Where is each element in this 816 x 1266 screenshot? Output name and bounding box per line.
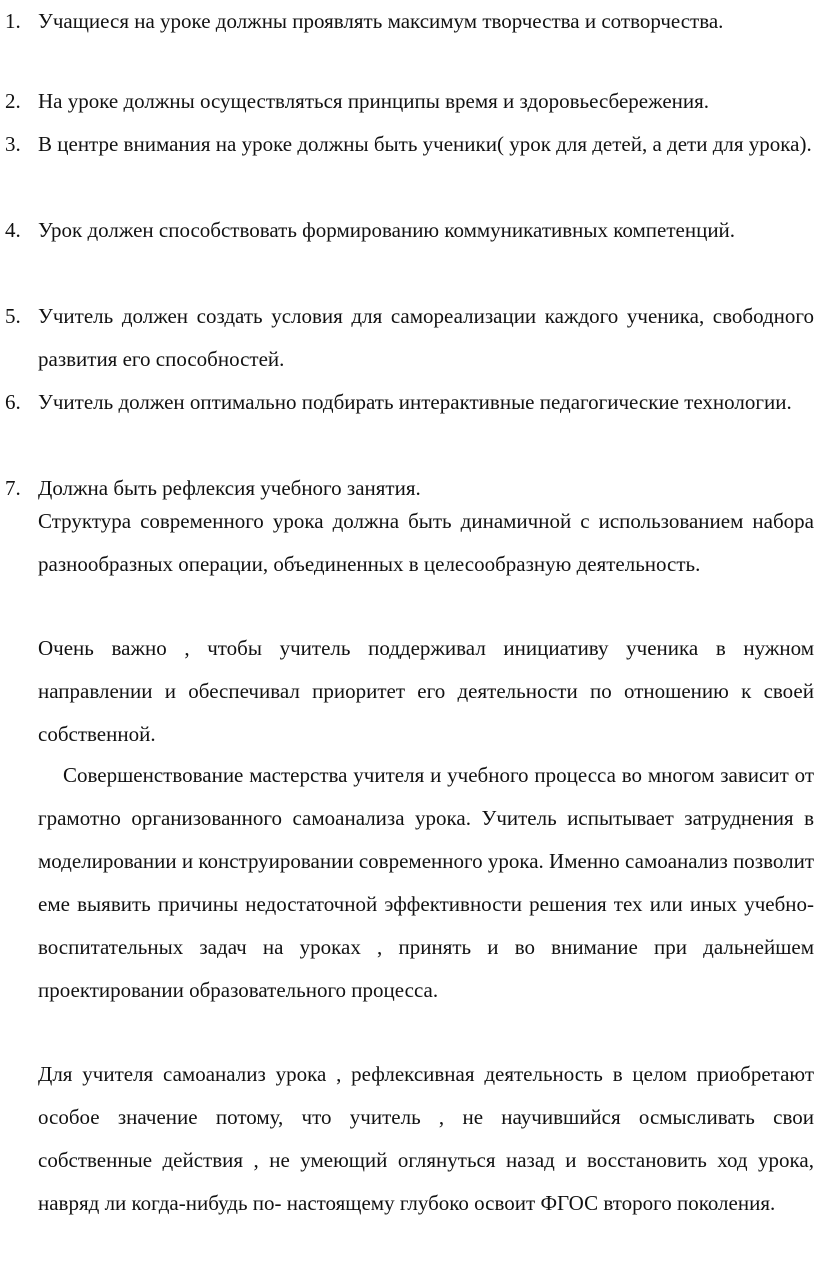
list-item-text: Учитель должен оптимально подбирать интерактивные педагогические технологии. [38,390,792,414]
list-item-number: 5. [5,304,21,328]
list-item-number: 2. [5,89,21,113]
paragraph-self-analysis: Совершенствование мастерства учителя и учебного процесса во многом зависит от грамотно организованного самоанализа урока. Учитель испытывает затруднения в моделировании и конструировании современного урока. Именно самоанализ позволит еме выявить причины недостаточной эффективности решения тех или иных учебно-воспитательных задач на уроках , принять и во внимание при дальнейшем проектировании образовательного процесса. [38,763,814,1002]
list-item-text: Должна быть рефлексия учебного занятия. [38,476,421,500]
paragraph-teacher-support: Очень важно , чтобы учитель поддерживал инициативу ученика в нужном направлении и обеспечивал приоритет его деятельности по отношению к своей собственной. [38,636,814,746]
list-item-text: Учитель должен создать условия для самореализации каждого ученика, свободного развития его способностей. [38,304,814,371]
paragraph-lesson-structure: Структура современного урока должна быть динамичной с использованием набора разнообразных операции, объединенных в целесообразную деятельность. [38,509,814,576]
list-item-number: 6. [5,390,21,414]
list-item-number: 7. [5,476,21,500]
list-item-number: 4. [5,218,21,242]
list-item-text: В центре внимания на уроке должны быть ученики( урок для детей, а дети для урока). [38,132,812,156]
paragraph-reflection: Для учителя самоанализ урока , рефлексивная деятельность в целом приобретают особое значение потому, что учитель , не научившийся осмысливать свои собственные действия , не умеющий оглянуться назад и восстановить ход урока, навряд ли когда-нибудь по- настоящему глубоко освоит ФГОС второго поколения. [38,1062,814,1215]
list-item-number: 1. [5,9,21,33]
list-item-text: На уроке должны осуществляться принципы время и здоровьесбережения. [38,89,710,113]
list-item-text: Урок должен способствовать формированию коммуникативных компетенций. [38,218,736,242]
list-item-number: 3. [5,132,21,156]
list-item-text: Учащиеся на уроке должны проявлять максимум творчества и сотворчества. [38,9,724,33]
